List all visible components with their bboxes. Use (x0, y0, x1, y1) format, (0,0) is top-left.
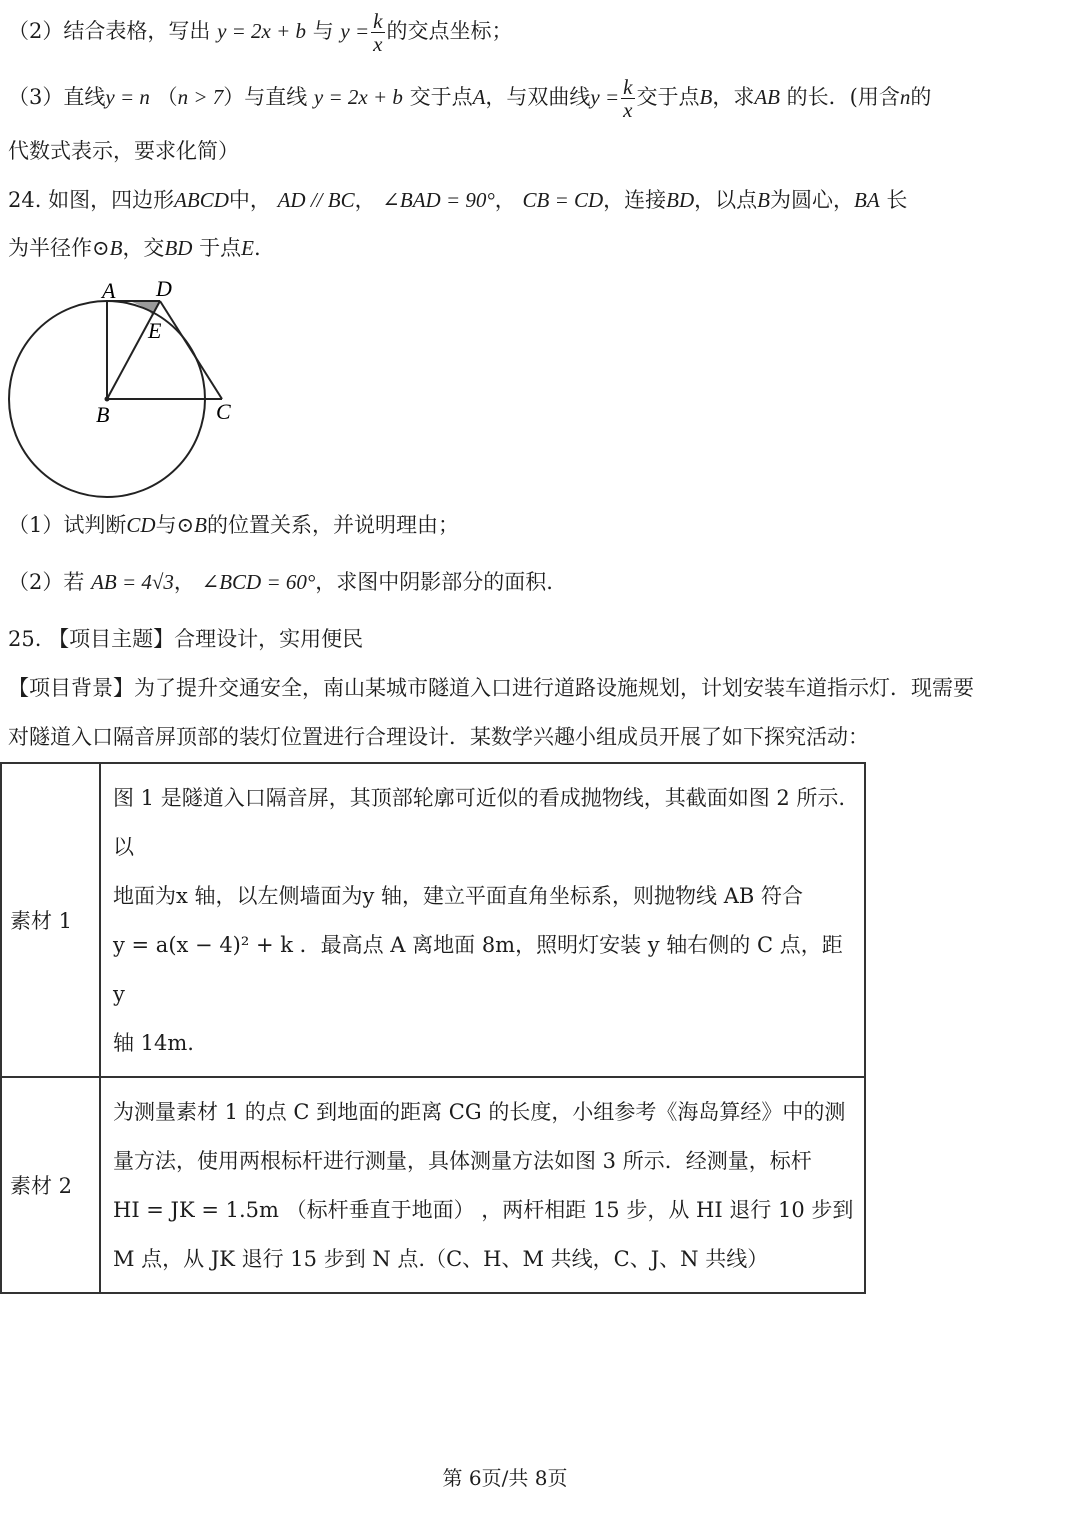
material-label: 素材 1 (1, 763, 100, 1077)
page-footer: 第 6页/共 8页 (442, 1466, 568, 1490)
q25-title: 25. 【项目主题】合理设计，实用便民 (8, 627, 364, 651)
label-c: C (216, 399, 231, 424)
q24-stem-line2: 为半径作⊙B，交BD 于点E. (8, 236, 261, 260)
label-d: D (156, 276, 172, 301)
segment-dc (160, 301, 222, 399)
eq-line: y = 2x + b (217, 19, 307, 43)
geometry-figure (0, 275, 260, 505)
fraction-k-over-x: $\frac{k}{x}$ (373, 9, 383, 56)
materials-table (0, 762, 866, 1294)
point-b (105, 397, 110, 402)
q25-background-line2: 对隧道入口隔音屏顶部的装灯位置进行合理设计．某数学兴趣小组成员开展了如下探究活动： (8, 725, 869, 749)
q23-part3: （3）直线y = n （n > 7）与直线 y = 2x + b 交于点A，与双曲线y = $\frac{k}{x}$ 交于点B，求AB 的长．(用含n的 (8, 75, 932, 122)
q24-sub1: （1）试判断CD与⊙B的位置关系，并说明理由； (8, 513, 459, 537)
q25-background-line1: 【项目背景】为了提升交通安全，南山某城市隧道入口进行道路设施规划，计划安装车道指示灯．现需要 (8, 676, 974, 700)
q23-part2: （2）结合表格，写出 y = 2x + b 与 y = $\frac{k}{x}$ 的交点坐标； (8, 9, 513, 56)
q24-sub2: （2）若 AB = 4√3， ∠BCD = 60°，求图中阴影部分的面积. (8, 570, 553, 594)
material-row-2 (1, 1077, 865, 1293)
label-e: E (148, 318, 162, 343)
q23-part3-continued: 代数式表示，要求化简） (8, 139, 239, 163)
fraction-k-over-x: $\frac{k}{x}$ (623, 75, 633, 122)
material-content: 为测量素材 1 的点 C 到地面的距离 CG 的长度，小组参考《海岛算经》中的测 量方法，使用两根标杆进行测量，具体测量方法如图 3 所示．经测量，标杆 HI = JK = 1.5m （标杆垂直于地面） ，两杆相距 15 步，从 HI 退行 10 步到 M 点，从 JK 退行 15 步到 N 点.（C、H、M 共线，C、J、N 共线） (100, 1077, 865, 1293)
q24-stem: 24. 如图，四边形ABCD中， AD // BC， ∠BAD = 90°， CB = CD，连接BD，以点B为圆心，BA 长 (8, 188, 908, 212)
label-b: B (96, 402, 110, 427)
material-content: 图 1 是隧道入口隔音屏，其顶部轮廓可近似的看成抛物线，其截面如图 2 所示. 以 地面为x 轴，以左侧墙面为y 轴，建立平面直角坐标系，则抛物线 AB 符合 y = a(x − 4)² + k ．最高点 A 离地面 8m，照明灯安装 y 轴右侧的 C 点，距 y 轴 14m. (100, 763, 865, 1077)
segment-bd (107, 301, 160, 399)
material-label: 素材 2 (1, 1077, 100, 1293)
material-row-1 (1, 763, 865, 1077)
label-a: A (102, 278, 116, 303)
